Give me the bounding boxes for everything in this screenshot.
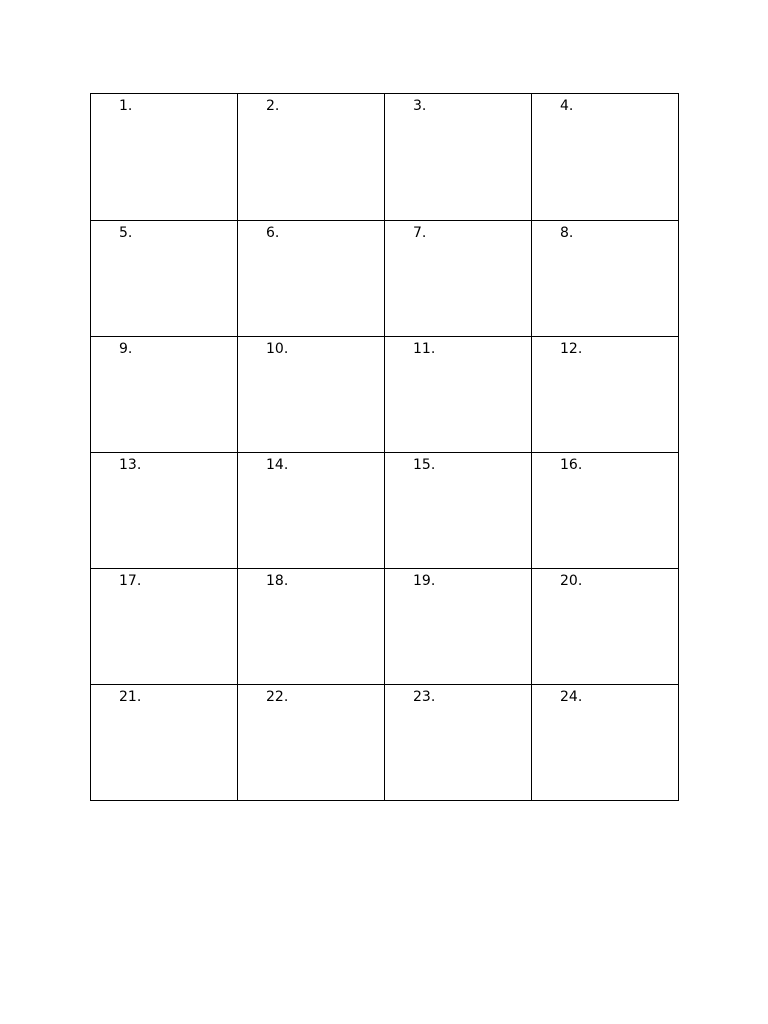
cell-number: 18. [266,573,289,589]
grid-cell [91,569,238,685]
cell-number: 5. [119,225,133,241]
grid-cell [238,94,385,221]
cell-number: 16. [560,457,583,473]
cell-number: 17. [119,573,142,589]
grid-cell [238,453,385,569]
cell-number: 10. [266,341,289,357]
grid-cell [91,94,238,221]
grid-cell [532,94,679,221]
cell-number: 11. [413,341,436,357]
cell-number: 20. [560,573,583,589]
cell-number: 1. [119,98,133,114]
grid-cell [238,685,385,801]
grid-cell [385,337,532,453]
grid-row [91,569,679,685]
cell-number: 8. [560,225,574,241]
cell-number: 3. [413,98,427,114]
grid-row [91,685,679,801]
grid-row [91,221,679,337]
cell-number: 23. [413,689,436,705]
cell-number: 14. [266,457,289,473]
cell-number: 9. [119,341,133,357]
cell-number: 15. [413,457,436,473]
grid-cell [532,221,679,337]
grid-cell [532,337,679,453]
cell-number: 22. [266,689,289,705]
cell-number: 24. [560,689,583,705]
grid-cell [238,221,385,337]
grid-cell [532,453,679,569]
cell-number: 21. [119,689,142,705]
cell-number: 4. [560,98,574,114]
grid-row [91,453,679,569]
grid-cell [385,94,532,221]
grid-row [91,94,679,221]
grid-cell [238,569,385,685]
numbered-grid [90,93,679,801]
grid-cell [91,337,238,453]
cell-number: 13. [119,457,142,473]
grid-cell [91,221,238,337]
grid-cell [91,453,238,569]
grid-row [91,337,679,453]
grid-cell [532,569,679,685]
grid-cell [385,569,532,685]
grid-cell [385,221,532,337]
cell-number: 6. [266,225,280,241]
grid-cell [532,685,679,801]
grid-cell [91,685,238,801]
grid-cell [238,337,385,453]
grid-cell [385,685,532,801]
grid-cell [385,453,532,569]
cell-number: 2. [266,98,280,114]
cell-number: 12. [560,341,583,357]
cell-number: 19. [413,573,436,589]
cell-number: 7. [413,225,427,241]
